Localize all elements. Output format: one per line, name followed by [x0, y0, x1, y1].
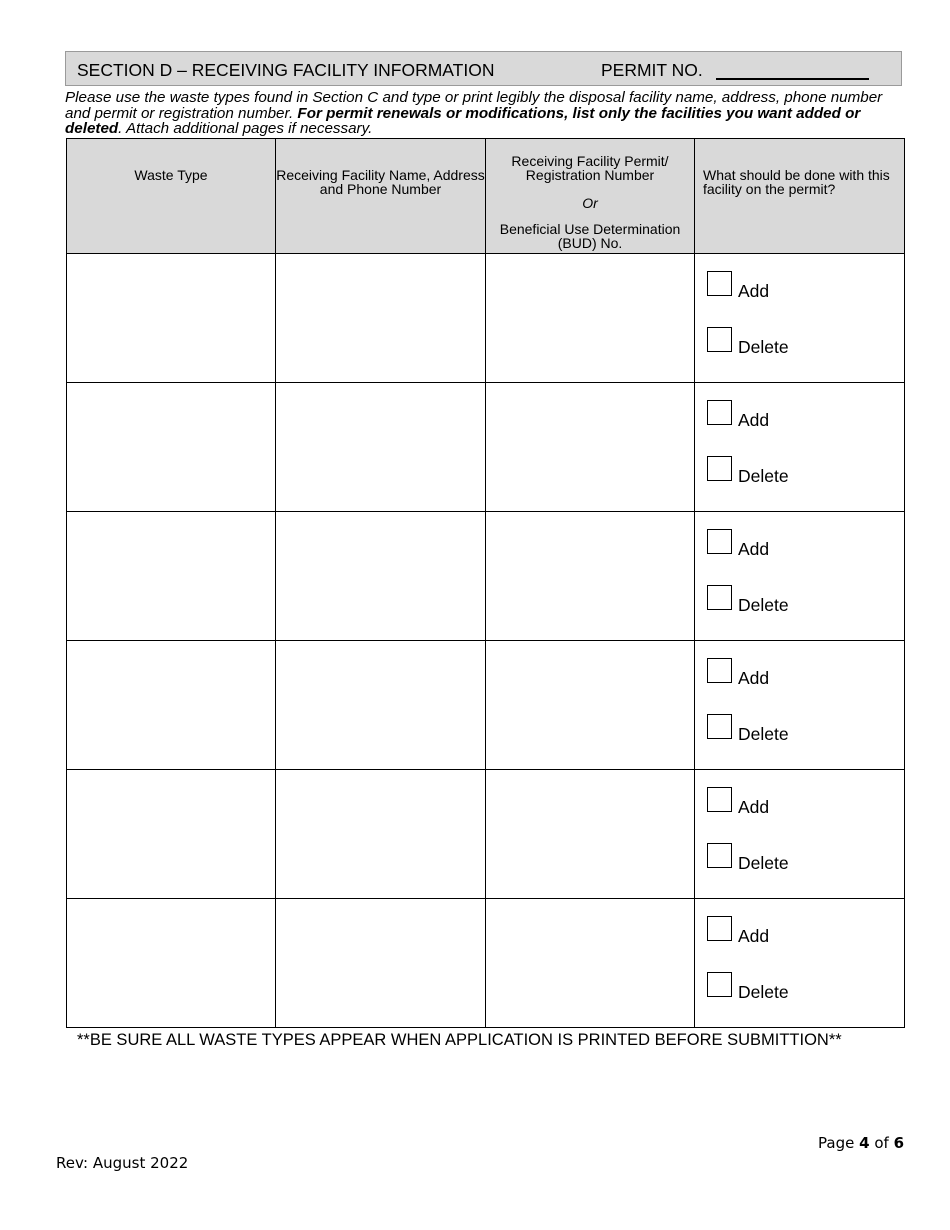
permit-number-cell[interactable] — [486, 770, 695, 899]
permit-number-cell[interactable] — [486, 899, 695, 1028]
action-cell — [695, 383, 905, 512]
delete-checkbox[interactable] — [707, 456, 732, 481]
header-facility: Receiving Facility Name, Address and Phone Number — [276, 139, 486, 254]
delete-option[interactable] — [707, 327, 789, 357]
permit-number-cell[interactable] — [486, 512, 695, 641]
section-title: SECTION D – RECEIVING FACILITY INFORMATION — [77, 60, 495, 80]
waste-type-cell[interactable] — [67, 899, 276, 1028]
delete-label: Delete — [738, 466, 789, 486]
delete-option[interactable] — [707, 843, 789, 873]
header-action: What should be done with this facility on the permit? — [695, 139, 905, 254]
facility-cell[interactable] — [276, 770, 486, 899]
waste-type-cell[interactable] — [67, 770, 276, 899]
add-option[interactable] — [707, 271, 770, 301]
add-option[interactable] — [707, 400, 770, 430]
header-permit-or: Or — [582, 195, 598, 211]
add-checkbox[interactable] — [707, 529, 732, 554]
add-checkbox[interactable] — [707, 787, 732, 812]
instructions-bold-text: For permit renewals or modifications, list only the facilities you want added or deleted — [65, 104, 861, 137]
add-label: Add — [738, 926, 770, 946]
page-total: 6 — [893, 1134, 905, 1152]
facility-cell[interactable] — [276, 899, 486, 1028]
action-cell — [695, 770, 905, 899]
facility-cell[interactable] — [276, 641, 486, 770]
delete-checkbox[interactable] — [707, 714, 732, 739]
permit-number-label: PERMIT NO. — [601, 60, 703, 80]
facility-cell[interactable] — [276, 383, 486, 512]
instructions-text-end: . Attach additional pages if necessary. — [118, 120, 373, 137]
delete-label: Delete — [738, 337, 789, 357]
add-label: Add — [738, 668, 770, 688]
action-cell — [695, 512, 905, 641]
delete-option[interactable] — [707, 714, 789, 744]
delete-label: Delete — [738, 595, 789, 615]
revision-date: Rev: August 2022 — [56, 1154, 189, 1172]
header-permit-line2: Beneficial Use Determination (BUD) No. — [499, 221, 681, 251]
action-cell — [695, 899, 905, 1028]
facility-cell[interactable] — [276, 254, 486, 383]
table-header-row — [67, 139, 905, 254]
table-row — [67, 899, 905, 1028]
facility-table — [66, 138, 905, 1028]
table-row — [67, 770, 905, 899]
add-checkbox[interactable] — [707, 916, 732, 941]
footer-note: **BE SURE ALL WASTE TYPES APPEAR WHEN APPLICATION IS PRINTED BEFORE SUBMITTION** — [77, 1031, 842, 1049]
permit-number-cell[interactable] — [486, 641, 695, 770]
header-waste-type: Waste Type — [67, 139, 276, 254]
delete-checkbox[interactable] — [707, 327, 732, 352]
delete-checkbox[interactable] — [707, 972, 732, 997]
permit-number-cell[interactable] — [486, 383, 695, 512]
delete-label: Delete — [738, 982, 789, 1002]
delete-option[interactable] — [707, 972, 789, 1002]
delete-checkbox[interactable] — [707, 585, 732, 610]
add-label: Add — [738, 539, 770, 559]
table-row — [67, 512, 905, 641]
table-row — [67, 254, 905, 383]
permit-number-field[interactable] — [716, 78, 869, 80]
section-header — [65, 51, 902, 86]
table-row — [67, 641, 905, 770]
add-checkbox[interactable] — [707, 400, 732, 425]
table-row — [67, 383, 905, 512]
waste-type-cell[interactable] — [67, 512, 276, 641]
add-option[interactable] — [707, 529, 770, 559]
delete-label: Delete — [738, 853, 789, 873]
waste-type-cell[interactable] — [67, 641, 276, 770]
header-permit-line1: Receiving Facility Permit/ Registration Number — [511, 153, 669, 183]
permit-number-cell[interactable] — [486, 254, 695, 383]
facility-cell[interactable] — [276, 512, 486, 641]
delete-checkbox[interactable] — [707, 843, 732, 868]
add-label: Add — [738, 410, 770, 430]
add-checkbox[interactable] — [707, 271, 732, 296]
add-label: Add — [738, 281, 770, 301]
action-cell — [695, 641, 905, 770]
waste-type-cell[interactable] — [67, 254, 276, 383]
delete-option[interactable] — [707, 585, 789, 615]
add-label: Add — [738, 797, 770, 817]
page-number: Page 4 of 6 — [818, 1134, 905, 1152]
instructions-text: Please use the waste types found in Section C and type or print legibly the disposal facility name, address, phone number and permit or registration number. — [65, 89, 883, 122]
add-option[interactable] — [707, 658, 770, 688]
waste-type-cell[interactable] — [67, 383, 276, 512]
header-permit-number — [486, 139, 695, 254]
delete-label: Delete — [738, 724, 789, 744]
add-option[interactable] — [707, 787, 770, 817]
instructions — [65, 90, 905, 137]
page-current: 4 — [859, 1134, 870, 1152]
add-option[interactable] — [707, 916, 770, 946]
add-checkbox[interactable] — [707, 658, 732, 683]
action-cell — [695, 254, 905, 383]
delete-option[interactable] — [707, 456, 789, 486]
